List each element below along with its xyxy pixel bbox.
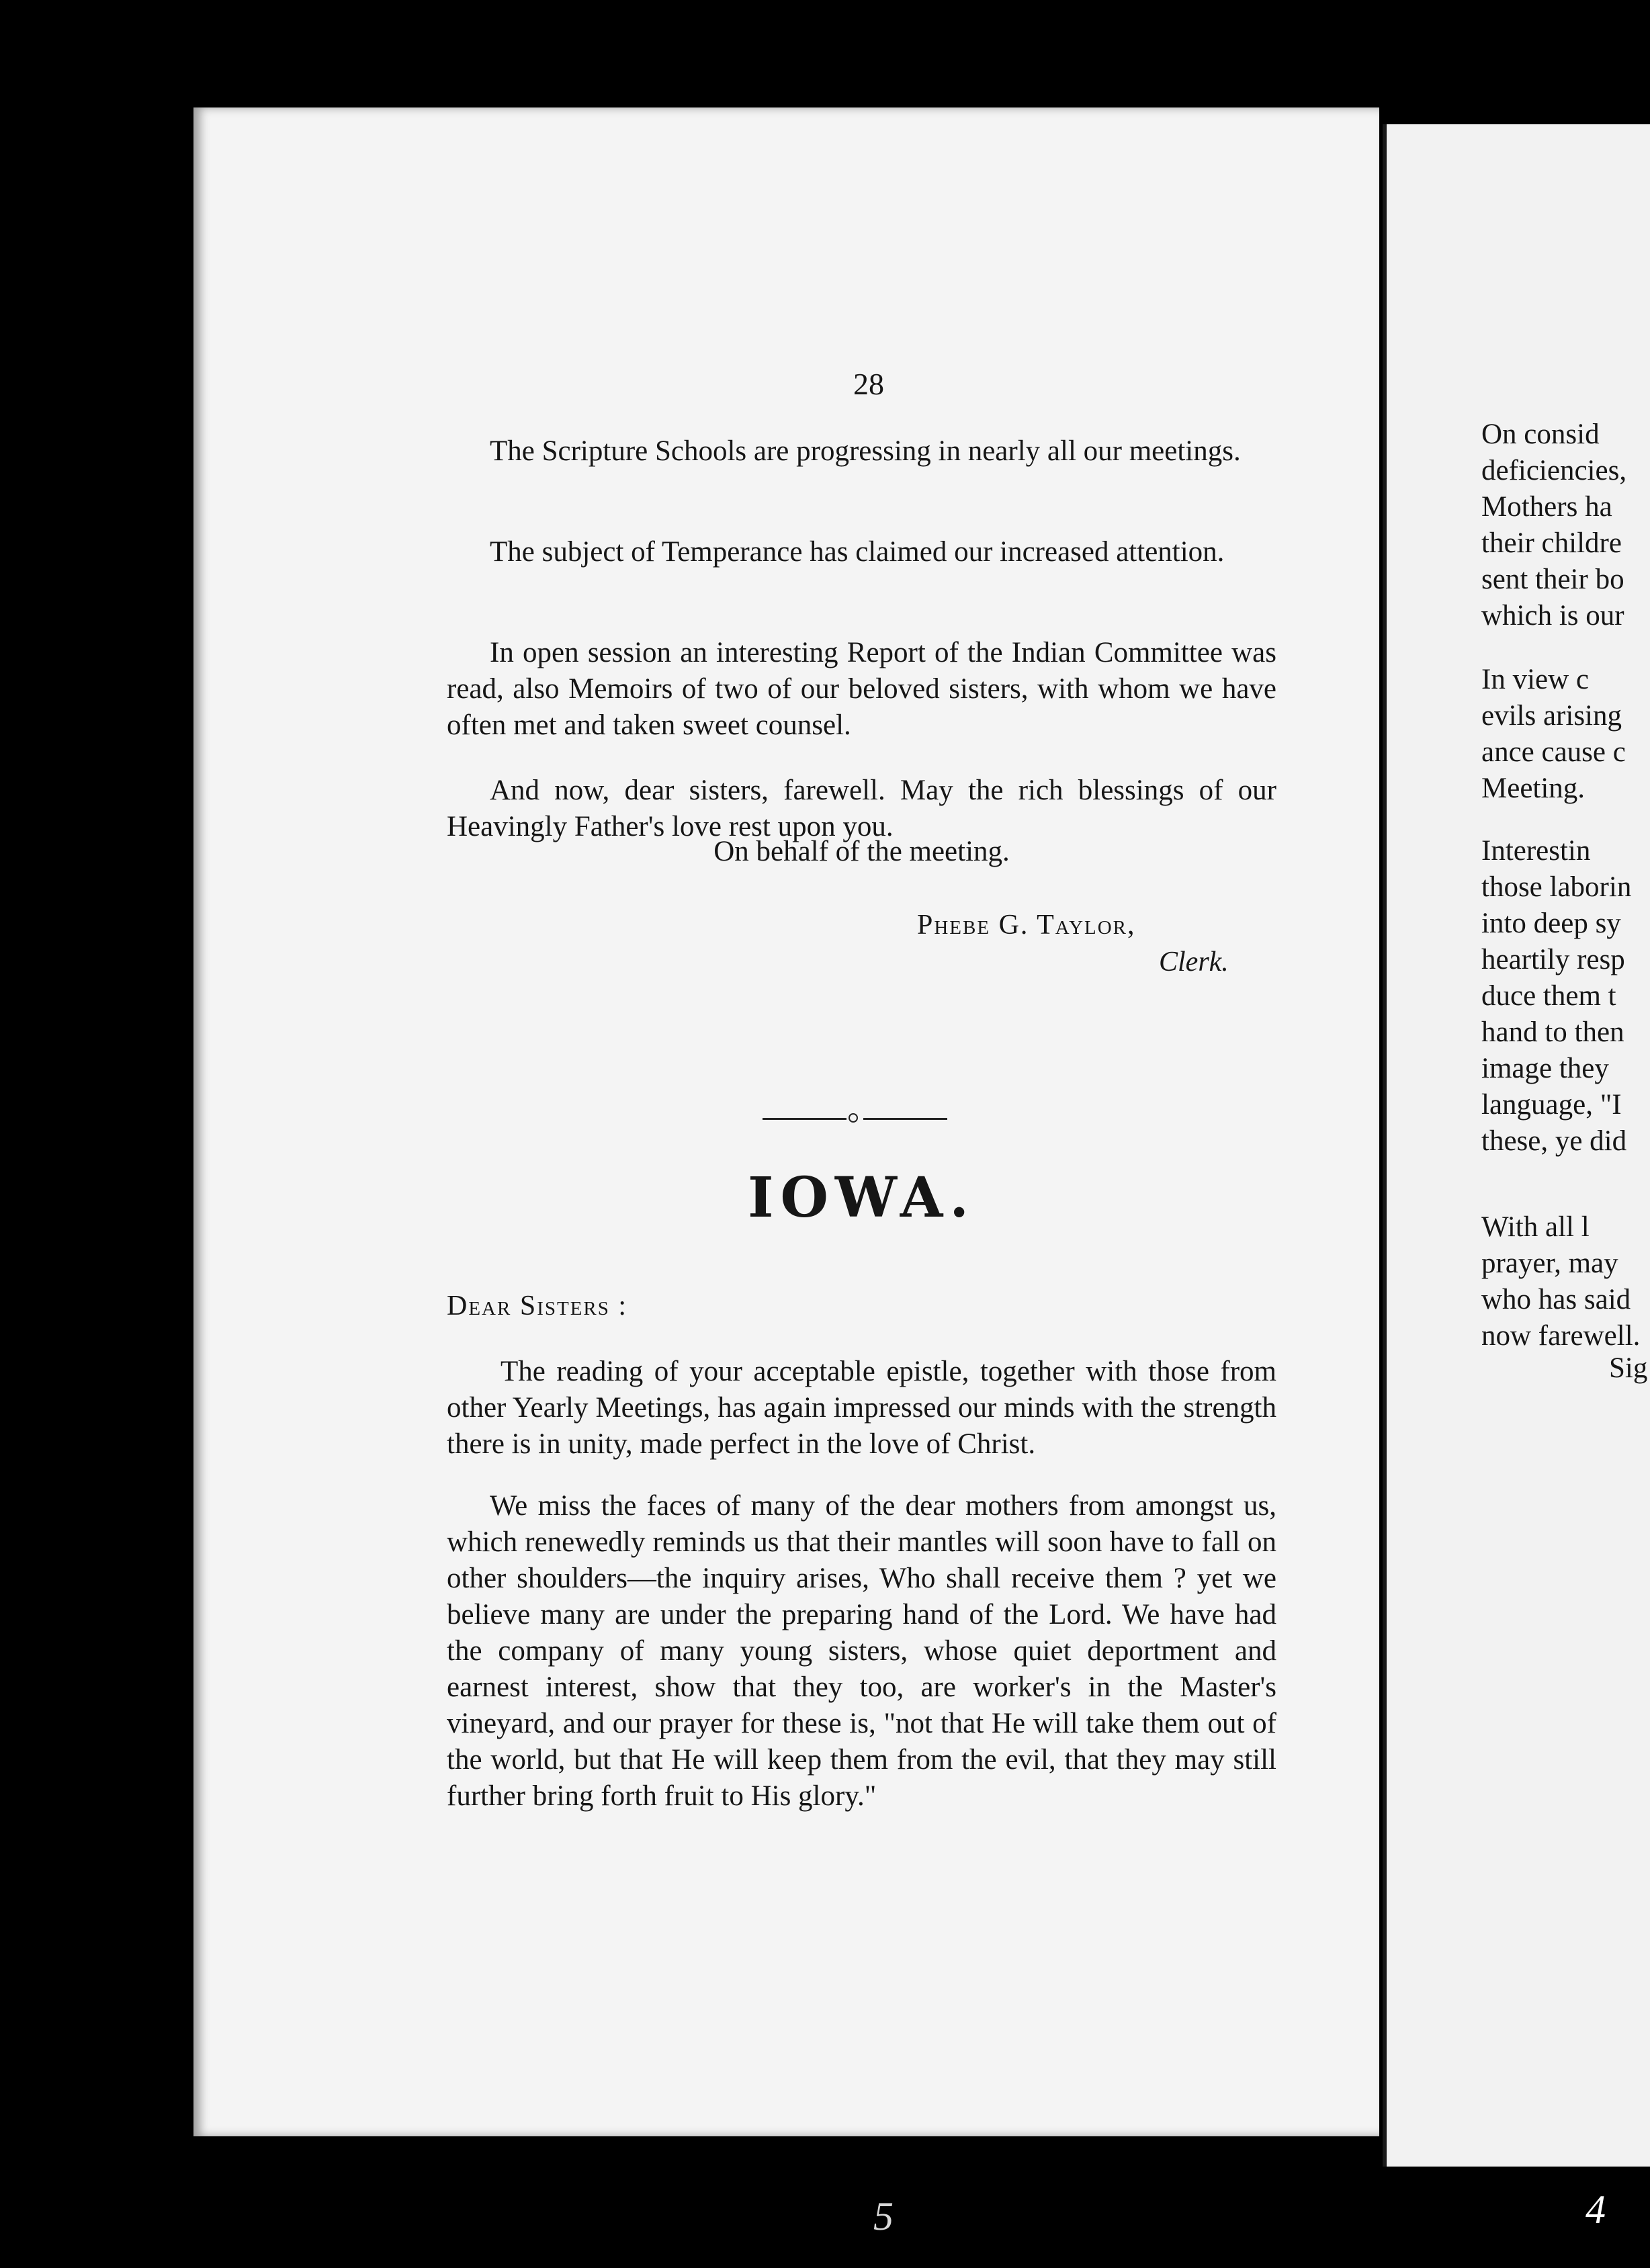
divider-line-right <box>863 1118 947 1120</box>
section-divider <box>763 1112 951 1125</box>
page-number: 28 <box>853 367 884 401</box>
facing-line: language, "I <box>1481 1089 1622 1121</box>
facing-line: deficiencies, <box>1481 455 1627 486</box>
facing-line: heartily resp <box>1481 944 1625 975</box>
facing-line: image they <box>1481 1053 1609 1084</box>
facing-line: With all l <box>1481 1211 1590 1243</box>
signer-name: Phebe G. Taylor, <box>917 910 1136 941</box>
facing-line: Mothers ha <box>1481 491 1612 523</box>
facing-block-1 <box>1481 417 1650 634</box>
facing-block-2 <box>1481 662 1650 807</box>
margin-mark: 5 <box>873 2194 894 2238</box>
paragraph-iowa-mothers: We miss the faces of many of the dear mothers from amongst us, which renewedly reminds us that their mantles will soon have to fall on other shoulders—the inquiry arises, Who shall receive them ? yet we believe many are under the preparing hand of the Lord. We have had the company of many young sisters, whose quiet deportment and earnest interest, show that they too, are worker's in the Master's vineyard, and our prayer for these is, "not that He will take them out of the world, but that He will keep them from the evil, that they may still further bring forth fruit to His glory." <box>447 1490 1276 1812</box>
facing-line: ance cause c <box>1481 736 1626 768</box>
facing-line: now farewell. <box>1481 1320 1641 1352</box>
facing-line: In view c <box>1481 664 1589 695</box>
facing-line: hand to then <box>1481 1016 1624 1048</box>
paragraph-scripture-schools: The Scripture Schools are progressing in nearly all our meetings. <box>490 435 1241 467</box>
salutation: Dear Sisters : <box>447 1291 628 1321</box>
facing-block-4 <box>1481 1209 1650 1354</box>
facing-line: duce them t <box>1481 980 1616 1012</box>
divider-line-left <box>763 1118 846 1120</box>
facing-line: their childre <box>1481 527 1622 559</box>
paragraph-indian-committee: In open session an interesting Report of the Indian Committee was read, also Memoirs of two of our beloved sisters, with whom we have often met and taken sweet counsel. <box>447 637 1276 741</box>
facing-block-3 <box>1481 833 1650 1160</box>
facing-line: Interestin <box>1481 835 1591 867</box>
facing-block-5 <box>1609 1350 1650 1387</box>
paragraph-iowa-epistle: The reading of your acceptable epistle, together with those from other Yearly Meetings, has again impressed our minds with the strength there is in unity, made perfect in the love of Christ. <box>447 1356 1276 1460</box>
facing-line: into deep sy <box>1481 908 1621 939</box>
signer-role: Clerk. <box>1159 947 1229 977</box>
paragraph-farewell: And now, dear sisters, farewell. May the rich blessings of our Heavingly Father's love rest upon you. <box>447 775 1276 842</box>
facing-line: these, ye did <box>1481 1125 1627 1157</box>
section-heading-iowa: IOWA. <box>748 1166 975 1230</box>
closing-line: On behalf of the meeting. <box>713 836 1010 867</box>
facing-line: prayer, may <box>1481 1248 1618 1279</box>
facing-line: On consid <box>1481 419 1600 450</box>
facing-line: which is our <box>1481 600 1624 631</box>
margin-mark: 4 <box>1586 2187 1606 2232</box>
facing-line: who has said <box>1481 1284 1631 1315</box>
divider-ornament <box>849 1113 858 1123</box>
facing-line: Sig <box>1609 1352 1648 1384</box>
facing-line: those laborin <box>1481 871 1632 903</box>
facing-line: Meeting. <box>1481 773 1586 804</box>
facing-line: evils arising <box>1481 700 1622 732</box>
paragraph-temperance: The subject of Temperance has claimed our increased attention. <box>490 536 1225 568</box>
facing-line: sent their bo <box>1481 564 1624 595</box>
